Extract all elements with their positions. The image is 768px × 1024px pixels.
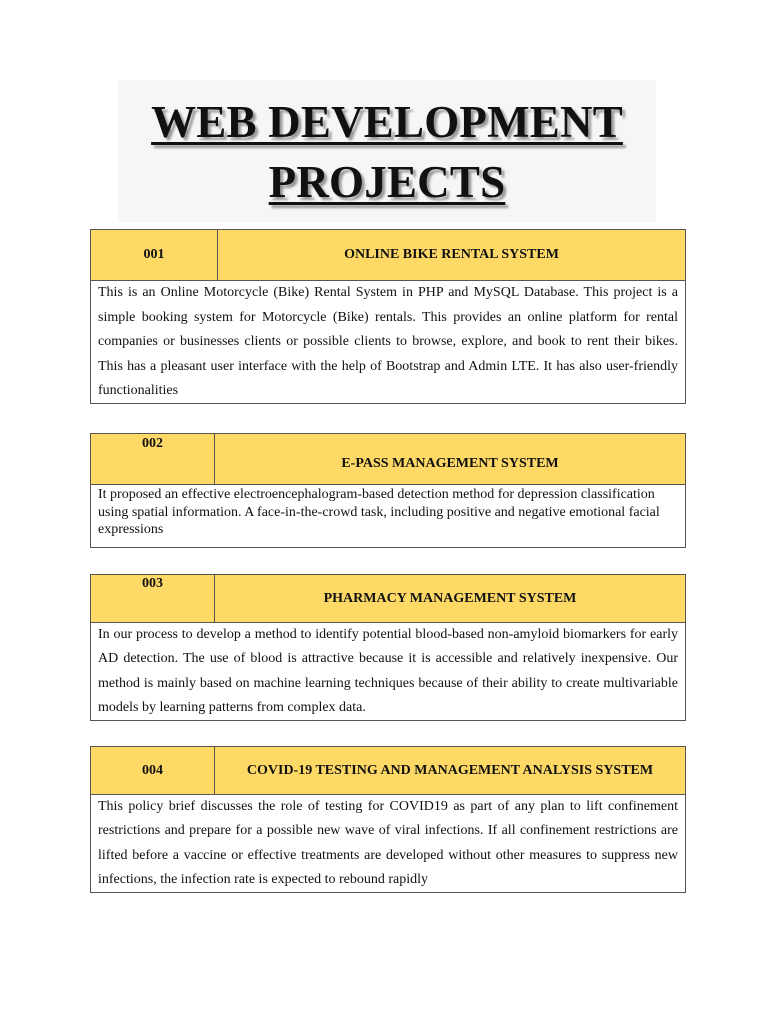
page-title-line-2: PROJECTS bbox=[268, 157, 506, 207]
project-description: In our process to develop a method to identify potential blood-based non-amyloid biomarkers for early AD detection. The use of blood is attractive because it is accessible and relatively inexpensive. Our method is mainly based on machine learning techniques because of their ability to create multivariable models by learning patterns from complex data. bbox=[98, 627, 678, 716]
page-title bbox=[118, 92, 656, 212]
project-card-003 bbox=[90, 574, 686, 721]
project-header bbox=[91, 434, 685, 485]
project-name: COVID-19 TESTING AND MANAGEMENT ANALYSIS SYSTEM bbox=[246, 763, 654, 778]
project-header bbox=[91, 575, 685, 623]
project-name: PHARMACY MANAGEMENT SYSTEM bbox=[323, 591, 577, 606]
project-number: 001 bbox=[91, 230, 218, 280]
project-card-004 bbox=[90, 746, 686, 893]
page-title-line-1: WEB DEVELOPMENT bbox=[151, 97, 623, 147]
project-number: 003 bbox=[91, 575, 215, 622]
project-description: This is an Online Motorcycle (Bike) Rental System in PHP and MySQL Database. This project is a simple booking system for Motorcycle (Bike) rentals. This provides an online platform for rental companies or businesses clients or possible clients to browse, explore, and book to rent their bikes. This has a pleasant user interface with the help of Bootstrap and Admin LTE. It has also user-friendly functionalities bbox=[98, 285, 678, 399]
project-header bbox=[91, 747, 685, 795]
project-number: 004 bbox=[91, 747, 215, 794]
project-number: 002 bbox=[91, 434, 215, 484]
project-description: It proposed an effective electroencephalogram-based detection method for depression classification using spatial information. A face-in-the-crowd task, including positive and negative emotional facial expressions bbox=[98, 487, 660, 537]
project-name: E-PASS MANAGEMENT SYSTEM bbox=[341, 456, 559, 471]
project-header bbox=[91, 230, 685, 281]
project-card-002 bbox=[90, 433, 686, 548]
project-name: ONLINE BIKE RENTAL SYSTEM bbox=[344, 247, 559, 262]
project-card-001 bbox=[90, 229, 686, 404]
project-description: This policy brief discusses the role of testing for COVID19 as part of any plan to lift confinement restrictions and prepare for a possible new wave of viral infections. If all confinement restrictions are lifted before a vaccine or effective treatments are developed without other measures to suppress new infections, the infection rate is expected to rebound rapidly bbox=[98, 799, 678, 888]
